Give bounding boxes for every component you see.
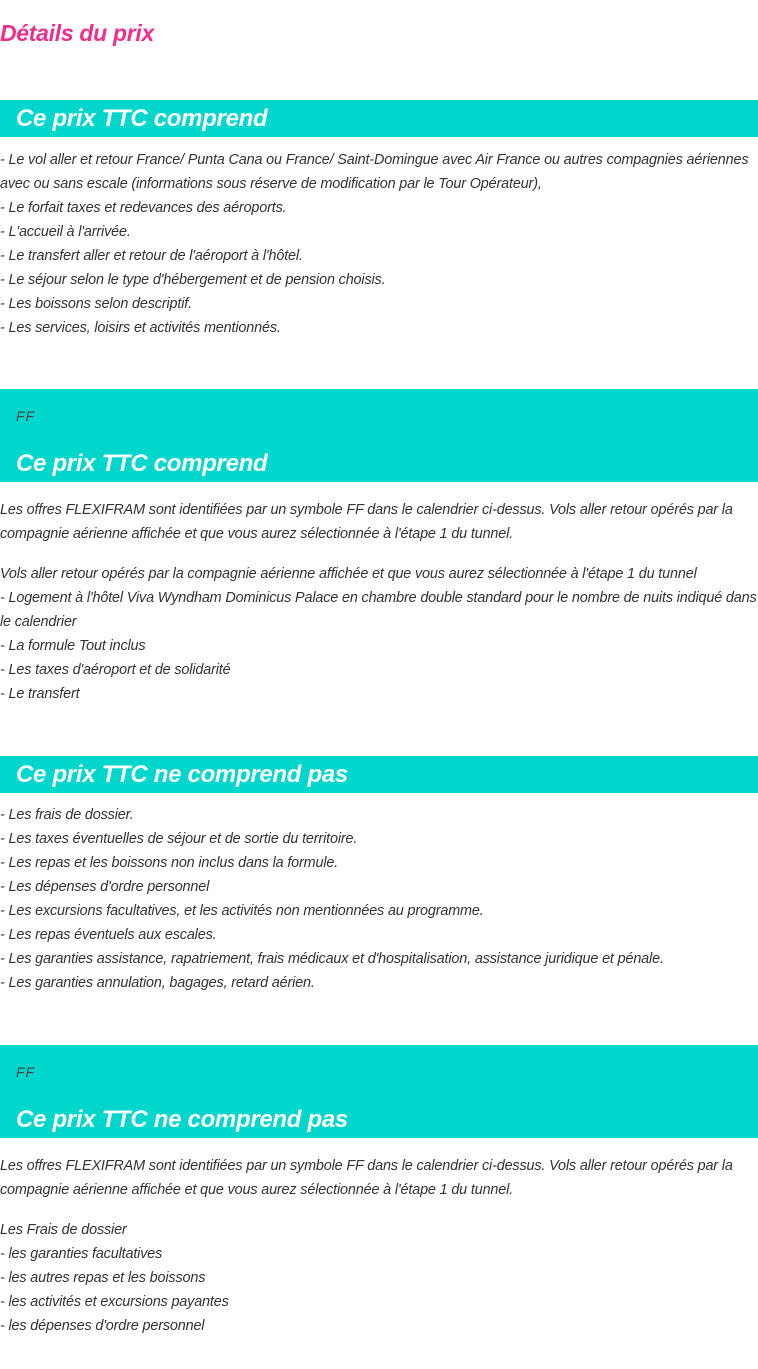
list-item: - les dépenses d'ordre personnel [0,1318,205,1334]
list-item: - Les garanties assistance, rapatriement, frais médicaux et d'hospitalisation, assistance juridique et pénale. [0,951,664,967]
list-item: - Le transfert [0,686,80,702]
section-header [0,100,758,137]
list-item: - Le transfert aller et retour de l'aéroport à l'hôtel. [0,248,303,264]
list-item: Vols aller retour opérés par la compagnie aérienne affichée et que vous aurez sélectionnée à l'étape 1 du tunnel [0,566,697,582]
included-list [0,148,758,340]
list-item: - Logement à l'hôtel Viva Wyndham Dominicus Palace en chambre double standard pour le nombre de nuits indiqué dans le calendrier [0,590,757,630]
ff-intro: Les offres FLEXIFRAM sont identifiées par un symbole FF dans le calendrier ci-dessus. Vols aller retour opérés par la compagnie aérienne affichée et que vous aurez sélectionnée à l'étape 1 du tunnel. [0,502,733,542]
section-header [0,756,758,793]
section-not-included [0,756,758,995]
list-item: - Le vol aller et retour France/ Punta Cana ou France/ Saint-Domingue avec Air France ou autres compagnies aériennes avec ou sans escale (informations sous réserve de modification par le Tour Opérateur), [0,152,749,192]
list-item: - les activités et excursions payantes [0,1294,229,1310]
list-item: - Les taxes d'aéroport et de solidarité [0,662,231,678]
section-not-included-ff [0,1045,758,1338]
list-item: - La formule Tout inclus [0,638,146,654]
list-item: Les Frais de dossier [0,1222,127,1238]
not-included-ff-list [0,1218,758,1338]
list-item: - Les frais de dossier. [0,807,134,823]
section-heading: Ce prix TTC ne comprend pas [16,1106,348,1133]
list-item: - Les taxes éventuelles de séjour et de sortie du territoire. [0,831,358,847]
section-included [0,100,758,340]
list-item: - Les services, loisirs et activités mentionnés. [0,320,281,336]
section-heading: Ce prix TTC comprend [16,450,268,477]
list-item: - Les repas éventuels aux escales. [0,927,217,943]
section-heading: Ce prix TTC comprend [16,105,268,132]
section-header [0,1045,758,1138]
list-item: - Les repas et les boissons non inclus dans la formule. [0,855,339,871]
page-title: Détails du prix [0,20,154,46]
list-item: - Les excursions facultatives, et les activités non mentionnées au programme. [0,903,484,919]
ff-label: FF [16,408,36,424]
not-included-list [0,803,758,995]
list-item: - les garanties facultatives [0,1246,163,1262]
list-item: - L'accueil à l'arrivée. [0,224,131,240]
list-item: - Les garanties annulation, bagages, retard aérien. [0,975,315,991]
ff-label: FF [16,1064,36,1080]
list-item: - Les boissons selon descriptif. [0,296,192,312]
list-item: - Les dépenses d'ordre personnel [0,879,210,895]
list-item: - Le séjour selon le type d'hébergement et de pension choisis. [0,272,386,288]
ff-intro: Les offres FLEXIFRAM sont identifiées par un symbole FF dans le calendrier ci-dessus. Vols aller retour opérés par la compagnie aérienne affichée et que vous aurez sélectionnée à l'étape 1 du tunnel. [0,1158,733,1198]
included-ff-list [0,562,758,706]
section-header [0,389,758,482]
list-item: - Le forfait taxes et redevances des aéroports. [0,200,287,216]
section-included-ff [0,389,758,706]
section-heading: Ce prix TTC ne comprend pas [16,761,348,788]
list-item: - les autres repas et les boissons [0,1270,206,1286]
